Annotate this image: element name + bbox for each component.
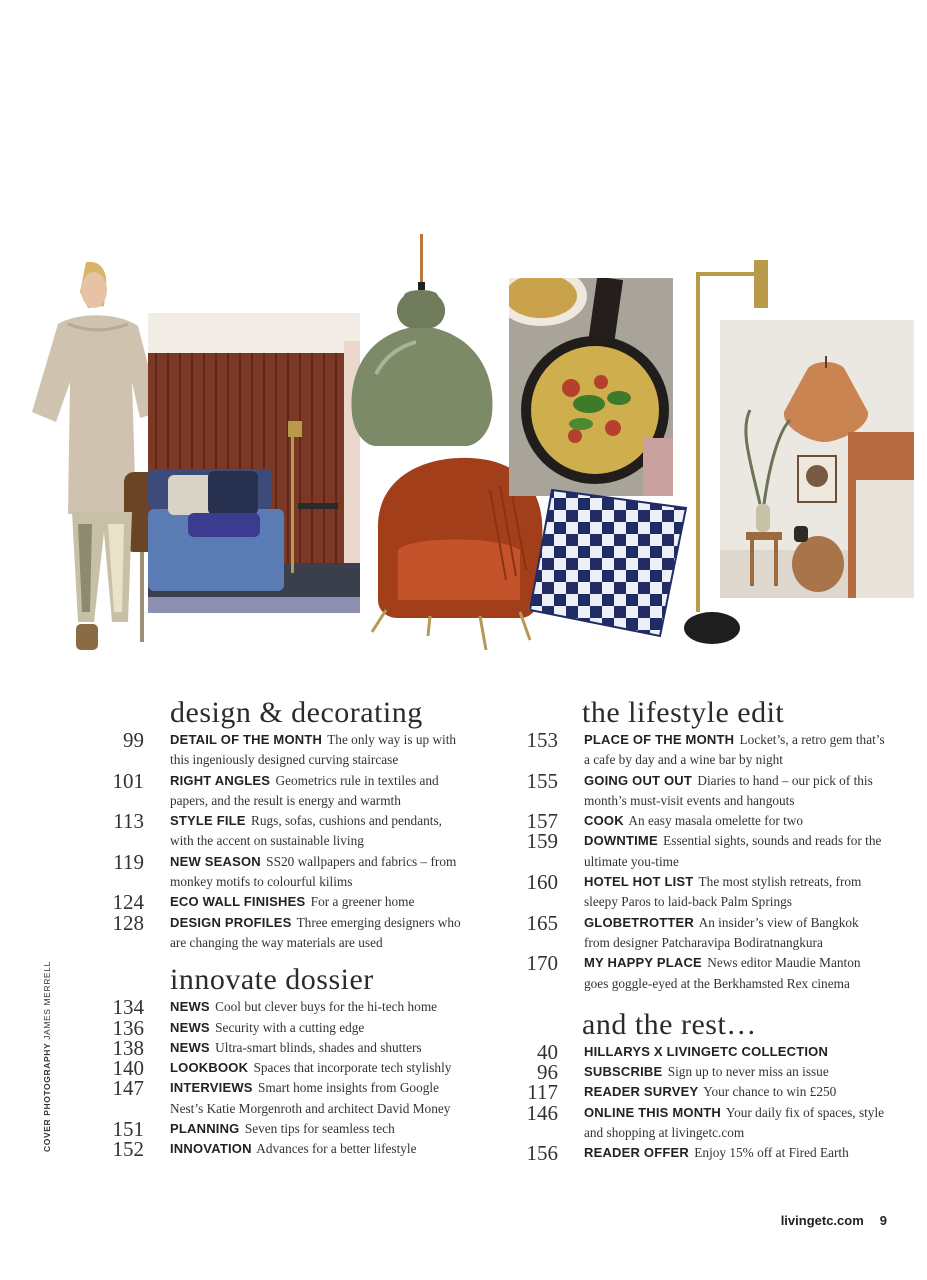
bedroom-interior-photo [720,320,914,598]
list-item[interactable] [108,811,468,852]
list-item[interactable] [520,768,885,812]
list-item[interactable] [520,730,885,771]
page-number: 153 [526,728,558,752]
pendant-light-photo [346,234,496,449]
list-item[interactable] [520,1060,885,1085]
living-room-photo [148,313,360,613]
page-number: 134 [112,995,144,1020]
page-number: 96 [537,1060,558,1085]
entry-text: The most stylish retreats, from sleepy Paros to laid-back Palm Springs [584,874,862,910]
entry-text: Locket’s, a retro gem that’s a cafe by day and a wine bar by night [584,732,885,768]
entry-title: RIGHT ANGLES [170,772,271,788]
entry-title: PLANNING [170,1121,240,1137]
fashion-model-photo [28,262,168,654]
list-item[interactable] [520,809,885,834]
entry-text: Seven tips for seamless tech [244,1121,395,1137]
page-number: 136 [112,1015,144,1040]
entry-text: News editor Maudie Manton goes goggle-eyed at the Berkhamsted Rex cinema [584,955,861,991]
entry-title: READER OFFER [584,1145,689,1161]
page-number: 99 [123,728,144,752]
section-title-design: design & decorating [170,696,423,729]
list-item[interactable] [108,1137,468,1162]
list-item[interactable] [520,872,885,913]
page-number: 156 [526,1141,558,1166]
entry-text: For a greener home [310,894,415,910]
entry-text: An easy masala omelette for two [628,813,804,829]
section-title-innovate: innovate dossier [170,963,374,997]
entry-title: SUBSCRIBE [584,1064,663,1080]
page-number: 140 [112,1056,144,1081]
page-footer [781,1213,887,1228]
credit-name: JAMES MERRELL [42,961,52,1040]
page-number: 155 [526,768,558,793]
list-item[interactable] [520,1080,885,1105]
section-title-lifestyle: the lifestyle edit [582,696,785,729]
omelette-pan-photo [509,278,673,496]
list-item[interactable] [108,849,468,893]
contents-right-column [520,696,885,1164]
list-item[interactable] [520,910,885,954]
list-item[interactable] [108,995,468,1020]
list-item[interactable] [520,1039,885,1064]
list-item[interactable] [520,831,885,872]
entry-title: NEWS [170,1039,210,1055]
entry-text: Ultra-smart blinds, shades and shutters [215,1039,422,1055]
entry-title: GLOBETROTTER [584,914,695,930]
list-item[interactable] [108,730,468,771]
entry-text: Three emerging designers who are changing the way materials are used [170,914,461,950]
page-number: 113 [113,809,144,834]
entry-title: READER SURVEY [584,1084,699,1100]
page-number-footer: 9 [879,1213,887,1228]
page-number: 128 [112,910,144,935]
page-number: 117 [527,1080,558,1105]
page-number: 159 [526,829,558,854]
list-item[interactable] [108,1078,468,1119]
entry-title: COOK [584,813,624,829]
page-number: 151 [112,1117,144,1142]
photo-credit [40,962,56,1152]
entry-title: ONLINE THIS MONTH [584,1104,722,1120]
page-number: 160 [526,870,558,895]
entry-title: NEWS [170,1019,210,1035]
entry-text: Rugs, sofas, cushions and pendants, with the accent on sustainable living [170,813,442,849]
entry-title: DESIGN PROFILES [170,914,292,930]
page-number: 157 [526,809,558,834]
entry-text: Cool but clever buys for the hi-tech home [215,999,438,1015]
entry-text: Essential sights, sounds and reads for the ultimate you-time [584,833,882,869]
page-number: 146 [526,1100,558,1125]
site-link[interactable]: livingetc.com [780,1213,864,1228]
entry-text: Sign up to never miss an issue [667,1064,829,1080]
entry-title: NEW SEASON [170,853,261,869]
entry-text: Security with a cutting edge [215,1019,365,1035]
entry-title: HOTEL HOT LIST [584,874,694,890]
entry-text: SS20 wallpapers and fabrics – from monkey motifs to colourful kilims [170,853,457,890]
entry-title: DETAIL OF THE MONTH [170,732,323,747]
page-number: 40 [537,1039,558,1064]
entry-text: Smart home insights from Google Nest’s Katie Morgenroth and architect David Money [170,1080,451,1116]
entry-text: Advances for a better lifestyle [256,1141,417,1157]
list-item[interactable] [108,1035,468,1060]
entry-title: LOOKBOOK [170,1060,249,1076]
page-number: 138 [112,1035,144,1060]
list-item[interactable] [520,1141,885,1166]
page-number: 101 [112,768,144,793]
entry-title: PLACE OF THE MONTH [584,732,735,747]
list-item[interactable] [108,890,468,915]
entry-text: Geometrics rule in textiles and papers, and the result is energy and warmth [170,772,439,808]
entry-text: Your daily fix of spaces, style and shopping at livingetc.com [584,1104,885,1141]
page-number: 170 [526,951,558,976]
entry-title: MY HAPPY PLACE [584,955,702,971]
list-item[interactable] [108,1056,468,1081]
entry-text: An insider’s view of Bangkok from designer Patcharavipa Bodiratnangkura [584,914,859,950]
entry-title: HILLARYS X LIVINGETC COLLECTION [584,1043,829,1059]
list-item[interactable] [520,1100,885,1144]
entry-title: DOWNTIME [584,833,658,849]
entry-text: Enjoy 15% off at Fired Earth [694,1145,849,1161]
entry-title: GOING OUT OUT [584,772,693,788]
credit-label: COVER PHOTOGRAPHY [42,1042,52,1152]
contents-left-column [108,696,468,1160]
entry-title: NEWS [170,999,210,1015]
list-item[interactable] [108,1015,468,1040]
entry-text: The only way is up with this ingeniously designed curving staircase [170,732,457,768]
page-number: 147 [112,1076,144,1101]
list-item[interactable] [108,910,468,954]
page-number: 119 [113,849,144,874]
entry-title: STYLE FILE [170,813,246,829]
entry-text: Spaces that incorporate tech stylishly [253,1060,452,1076]
list-item[interactable] [108,1117,468,1142]
entry-text: Your chance to win £250 [703,1084,837,1100]
list-item[interactable] [108,768,468,812]
entry-title: INNOVATION [170,1141,252,1157]
page-number: 152 [112,1137,144,1162]
list-item[interactable] [520,953,885,994]
entry-title: INTERVIEWS [170,1080,253,1096]
entry-title: ECO WALL FINISHES [170,894,306,910]
section-title-rest: and the rest… [582,1007,757,1041]
entry-text: Diaries to hand – our pick of this month’s must-visit events and hangouts [584,772,873,808]
page-number: 124 [112,890,144,915]
page-number: 165 [526,910,558,935]
checked-cushion-photo [530,486,688,638]
